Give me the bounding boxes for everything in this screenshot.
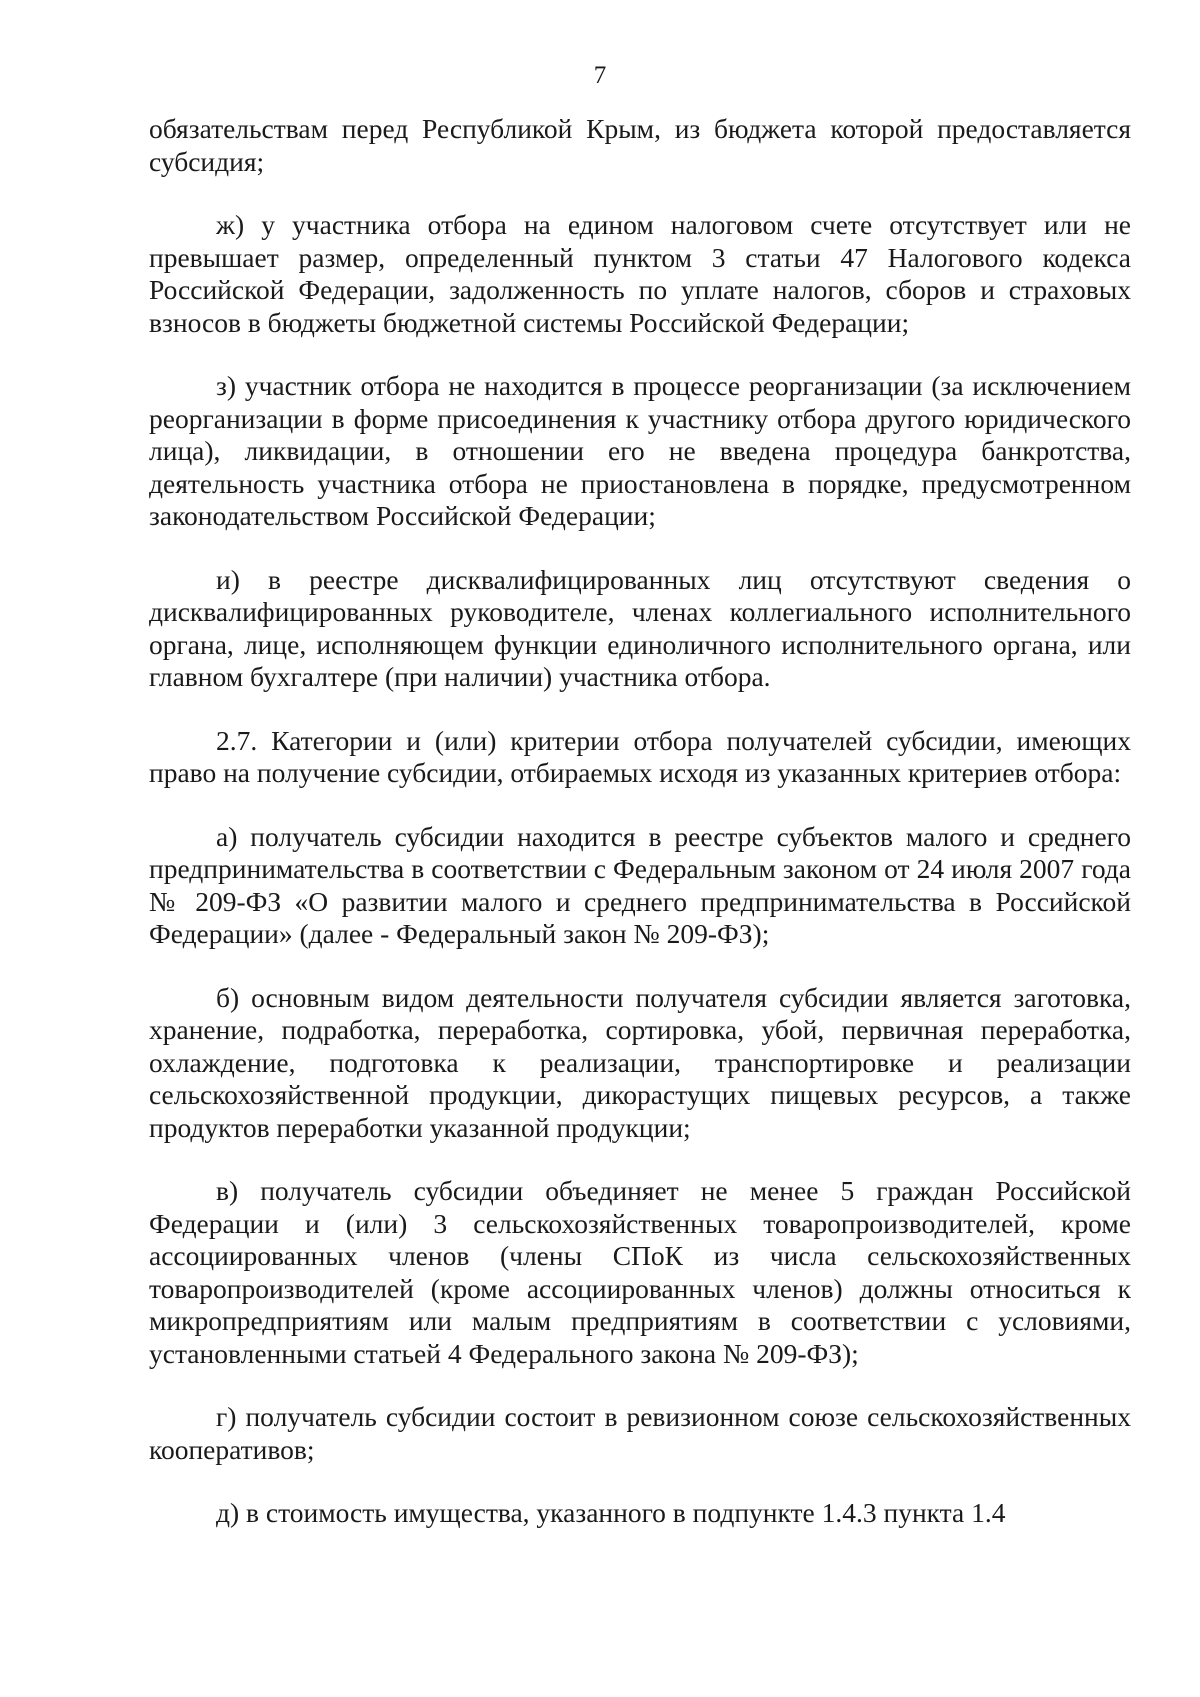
paragraph-item-zh: ж) у участника отбора на едином налоговом счете отсутствует или не превышает размер, определенный пунктом 3 статьи 47 Налогового кодекса Российской Федерации, задолженность по уплате налогов, сборов и страховых взносов в бюджеты бюджетной системы Российской Федерации;	[149, 209, 1131, 338]
document-body	[149, 113, 1131, 1561]
paragraph-item-b: б) основным видом деятельности получателя субсидии является заготовка, хранение, подработка, переработка, сортировка, убой, первичная переработка, охлаждение, подготовка к реализации, транспортировке и реализации сельскохозяйственной продукции, дикорастущих пищевых ресурсов, а также продуктов переработки указанной продукции;	[149, 981, 1131, 1143]
page-number: 7	[593, 62, 607, 89]
paragraph-item-a: а) получатель субсидии находится в реестре субъектов малого и среднего предпринимательства в соответствии с Федеральным законом от 24 июля 2007 года № 209-ФЗ «О развитии малого и среднего предпринимательства в Российской Федерации» (далее - Федеральный закон № 209-ФЗ);	[149, 820, 1131, 949]
paragraph-section-2-7: 2.7. Категории и (или) критерии отбора получателей субсидии, имеющих право на получение субсидии, отбираемых исходя из указанных критериев отбора:	[149, 724, 1131, 788]
paragraph-item-g: г) получатель субсидии состоит в ревизионном союзе сельскохозяйственных кооперативов;	[149, 1401, 1131, 1465]
paragraph-item-v: в) получатель субсидии объединяет не менее 5 граждан Российской Федерации и (или) 3 сельскохозяйственных товаропроизводителей, кроме ассоциированных членов (члены СПоК из числа сельскохозяйственных товаропроизводителей (кроме ассоциированных членов) должны относиться к микропредприятиям или малым предприятиям в соответствии с условиями, установленными статьей 4 Федерального закона № 209-ФЗ);	[149, 1175, 1131, 1369]
paragraph-item-d: д) в стоимость имущества, указанного в подпункте 1.4.3 пункта 1.4	[216, 1497, 1006, 1528]
paragraph-item-i: и) в реестре дисквалифицированных лиц отсутствуют сведения о дисквалифицированных руководителе, членах коллегиального исполнительного органа, лице, исполняющем функции единоличного исполнительного органа, или главном бухгалтере (при наличии) участника отбора.	[149, 563, 1131, 692]
paragraph-item-z: з) участник отбора не находится в процессе реорганизации (за исключением реорганизации в форме присоединения к участнику отбора другого юридического лица), ликвидации, в отношении его не введена процедура банкротства, деятельность участника отбора не приостановлена в порядке, предусмотренном законодательством Российской Федерации;	[149, 370, 1131, 531]
paragraph-continuation: обязательствам перед Республикой Крым, из бюджета которой предоставляется субсидия;	[149, 113, 1131, 177]
